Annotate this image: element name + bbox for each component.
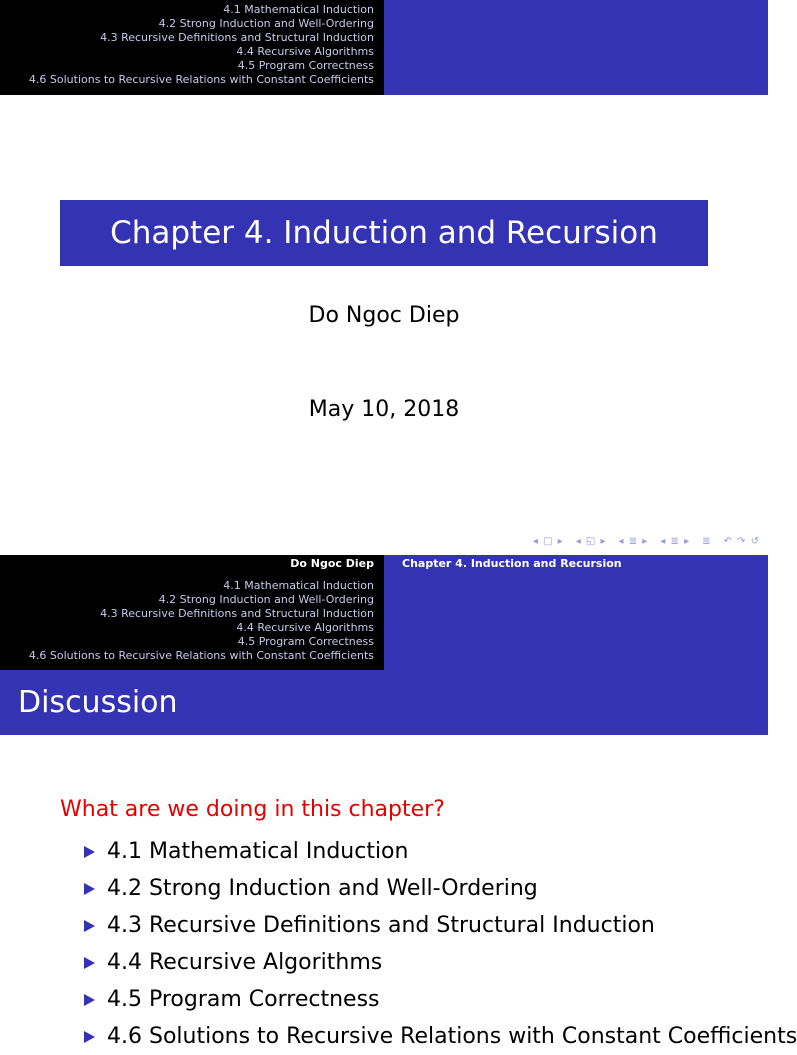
list-item-text: 4.3 Recursive Definitions and Structural Induction: [107, 913, 655, 938]
nav-section-icon[interactable]: ◂ ≣ ▸: [618, 536, 649, 547]
author-name: Do Ngoc Diep: [308, 303, 460, 328]
section-link-4-5[interactable]: 4.5 Program Correctness: [237, 635, 374, 648]
section-link-4-3[interactable]: 4.3 Recursive Definitions and Structural Induction: [100, 31, 374, 44]
section-link-4-6[interactable]: 4.6 Solutions to Recursive Relations with Constant Coefficients: [28, 649, 374, 662]
headline-bar: [0, 555, 768, 670]
list-item: [84, 1018, 797, 1055]
bullet-arrow-icon: [84, 957, 95, 969]
list-item: [84, 907, 797, 944]
section-link-4-4[interactable]: 4.4 Recursive Algorithms: [236, 621, 374, 634]
discussion-slide: [0, 555, 797, 1049]
chapter-outline-list: [84, 833, 797, 1055]
bullet-arrow-icon: [84, 994, 95, 1006]
list-item: [84, 870, 797, 907]
alert-question: What are we doing in this chapter?: [60, 797, 445, 822]
nav-frame-icon[interactable]: ◂ □ ▸: [532, 536, 564, 547]
frame-title: Discussion: [0, 670, 768, 735]
headline-right-panel: [384, 0, 768, 95]
section-link-4-1[interactable]: 4.1 Mathematical Induction: [223, 579, 374, 592]
section-link-4-3[interactable]: 4.3 Recursive Definitions and Structural Induction: [100, 607, 374, 620]
list-item: [84, 981, 797, 1018]
bullet-arrow-icon: [84, 883, 95, 895]
nav-presentation-icon[interactable]: ◂ ≣ ▸: [660, 536, 691, 547]
section-link-4-2[interactable]: 4.2 Strong Induction and Well-Ordering: [158, 593, 374, 606]
bullet-arrow-icon: [84, 1031, 95, 1043]
list-item-text: 4.2 Strong Induction and Well-Ordering: [107, 876, 538, 901]
nav-search-icon[interactable]: ↶ ↷ ↺: [723, 536, 760, 547]
headline-right-panel: [384, 555, 768, 670]
section-link-4-1[interactable]: 4.1 Mathematical Induction: [223, 3, 374, 16]
headline-title: Chapter 4. Induction and Recursion: [402, 557, 622, 570]
nav-align-icon[interactable]: ≣: [702, 536, 712, 547]
section-link-4-4[interactable]: 4.4 Recursive Algorithms: [236, 45, 374, 58]
headline-section-nav: [0, 555, 384, 670]
headline-bar: [0, 0, 768, 95]
section-link-4-6[interactable]: 4.6 Solutions to Recursive Relations with Constant Coefficients: [28, 73, 374, 86]
section-link-4-2[interactable]: 4.2 Strong Induction and Well-Ordering: [158, 17, 374, 30]
bullet-arrow-icon: [84, 846, 95, 858]
presentation-date: May 10, 2018: [308, 397, 460, 422]
list-item-text: 4.4 Recursive Algorithms: [107, 950, 383, 975]
presentation-title: Chapter 4. Induction and Recursion: [60, 200, 708, 266]
list-item: [84, 944, 797, 981]
section-link-4-5[interactable]: 4.5 Program Correctness: [237, 59, 374, 72]
list-item-text: 4.1 Mathematical Induction: [107, 839, 409, 864]
list-item-text: 4.5 Program Correctness: [107, 987, 380, 1012]
headline-author: Do Ngoc Diep: [290, 557, 374, 570]
nav-subsection-icon[interactable]: ◂ ◱ ▸: [575, 536, 607, 547]
list-item-text: 4.6 Solutions to Recursive Relations with Constant Coefficients: [107, 1024, 797, 1049]
headline-section-nav: [0, 0, 384, 95]
bullet-arrow-icon: [84, 920, 95, 932]
list-item: [84, 833, 797, 870]
beamer-navigation-symbols: [533, 536, 760, 547]
